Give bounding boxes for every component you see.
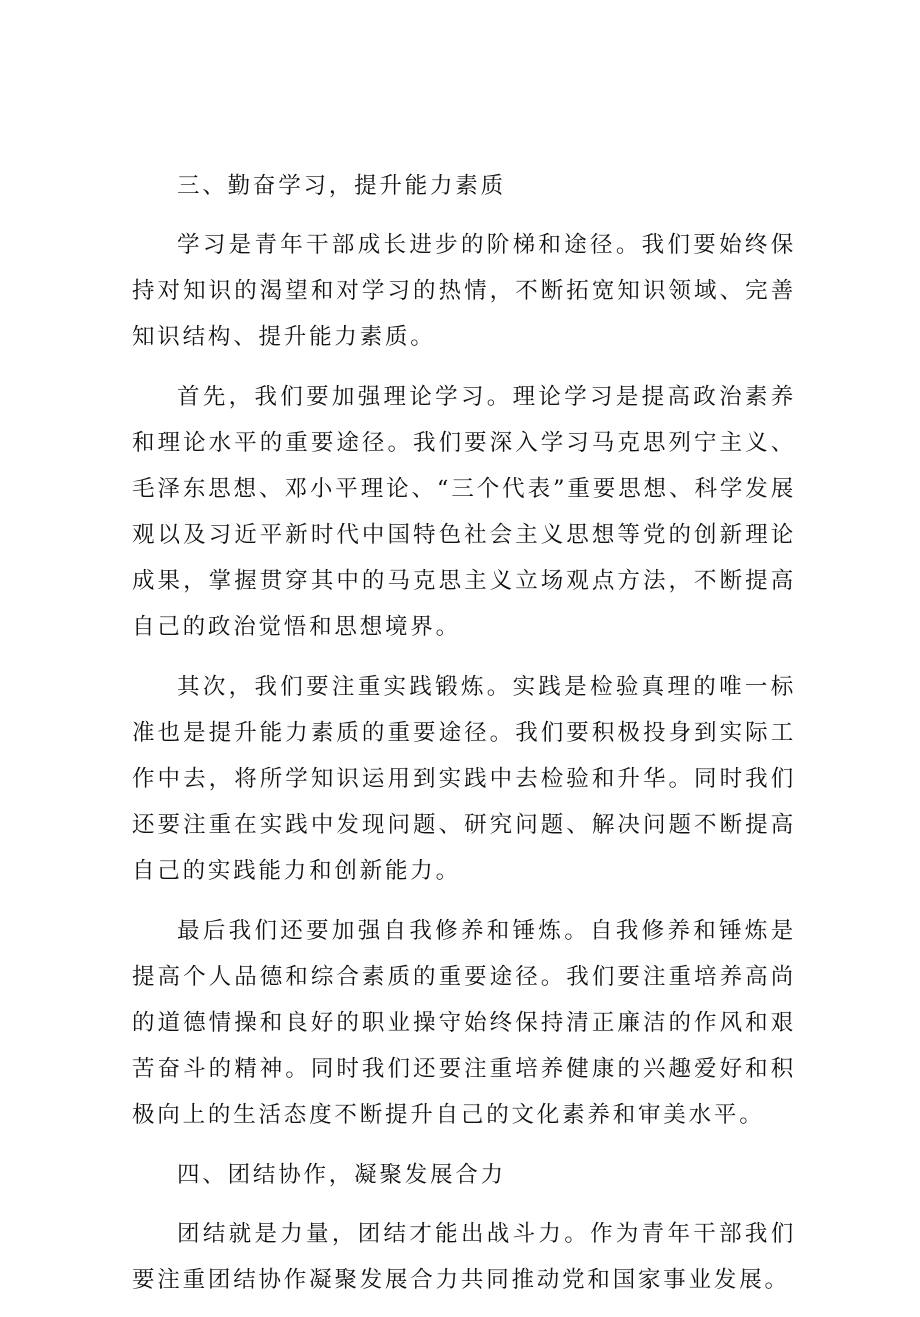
paragraph-unity: 团结就是力量，团结才能出战斗力。作为青年干部我们要注重团结协作凝聚发展合力共同推动党和国家事业发展。 xyxy=(132,1221,796,1293)
paragraph-learning-intro: 学习是青年干部成长进步的阶梯和途径。我们要始终保持对知识的渴望和对学习的热情，不断拓宽知识领域、完善知识结构、提升能力素质。 xyxy=(132,232,796,350)
paragraph-self-cultivation: 最后我们还要加强自我修养和锤炼。自我修养和锤炼是提高个人品德和综合素质的重要途径。我们要注重培养高尚的道德情操和良好的职业操守始终保持清正廉洁的作风和艰苦奋斗的精神。同时我们还要注重培养健康的兴趣爱好和积极向上的生活态度不断提升自己的文化素养和审美水平。 xyxy=(132,918,796,1128)
section-heading-3: 三、勤奋学习，提升能力素质 xyxy=(177,173,506,199)
document-body xyxy=(132,163,796,1317)
paragraph-practice: 其次，我们要注重实践锻炼。实践是检验真理的唯一标准也是提升能力素质的重要途径。我们要积极投身到实际工作中去，将所学知识运用到实践中去检验和升华。同时我们还要注重在实践中发现问题、研究问题、解决问题不断提高自己的实践能力和创新能力。 xyxy=(132,674,796,884)
paragraph-theory-study: 首先，我们要加强理论学习。理论学习是提高政治素养和理论水平的重要途径。我们要深入学习马克思列宁主义、毛泽东思想、邓小平理论、“三个代表”重要思想、科学发展观以及习近平新时代中国特色社会主义思想等党的创新理论成果，掌握贯穿其中的马克思主义立场观点方法，不断提高自己的政治觉悟和思想境界。 xyxy=(132,384,796,640)
section-heading-4: 四、团结协作，凝聚发展合力 xyxy=(177,1162,506,1188)
